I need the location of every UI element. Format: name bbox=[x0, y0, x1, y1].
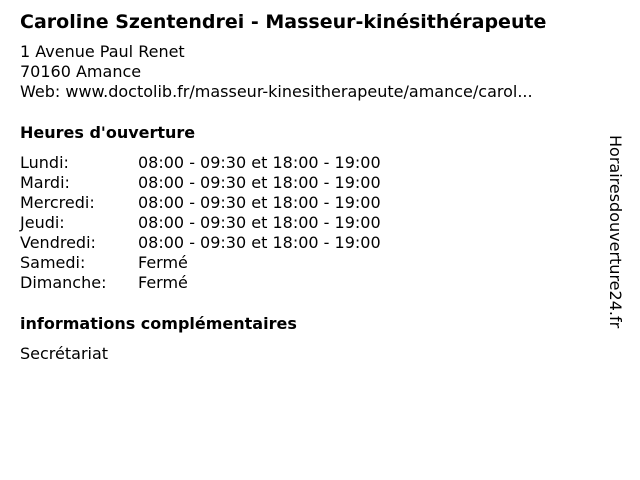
hours-day: Samedi: bbox=[20, 253, 86, 272]
hours-heading: Heures d'ouverture bbox=[20, 123, 196, 142]
hours-day: Dimanche: bbox=[20, 273, 107, 292]
hours-day: Lundi: bbox=[20, 153, 69, 172]
info-text: Secrétariat bbox=[20, 344, 109, 363]
hours-day: Mardi: bbox=[20, 173, 70, 192]
address-web: Web: www.doctolib.fr/masseur-kinesitherapeute/amance/carol... bbox=[20, 82, 533, 101]
hours-time: 08:00 - 09:30 et 18:00 - 19:00 bbox=[138, 233, 381, 252]
address-street: 1 Avenue Paul Renet bbox=[20, 42, 185, 61]
site-watermark: Horairesdouverture24.fr bbox=[606, 135, 625, 329]
page-title: Caroline Szentendrei - Masseur-kinésithérapeute bbox=[20, 11, 547, 33]
hours-time: 08:00 - 09:30 et 18:00 - 19:00 bbox=[138, 173, 381, 192]
hours-time: 08:00 - 09:30 et 18:00 - 19:00 bbox=[138, 153, 381, 172]
hours-day: Mercredi: bbox=[20, 193, 95, 212]
address-city: 70160 Amance bbox=[20, 62, 142, 81]
hours-day: Vendredi: bbox=[20, 233, 96, 252]
hours-time: 08:00 - 09:30 et 18:00 - 19:00 bbox=[138, 193, 381, 212]
hours-day: Jeudi: bbox=[20, 213, 65, 232]
hours-time: 08:00 - 09:30 et 18:00 - 19:00 bbox=[138, 213, 381, 232]
info-heading: informations complémentaires bbox=[20, 314, 297, 333]
address-block bbox=[20, 42, 533, 102]
hours-time: Fermé bbox=[138, 253, 188, 272]
hours-time: Fermé bbox=[138, 273, 188, 292]
